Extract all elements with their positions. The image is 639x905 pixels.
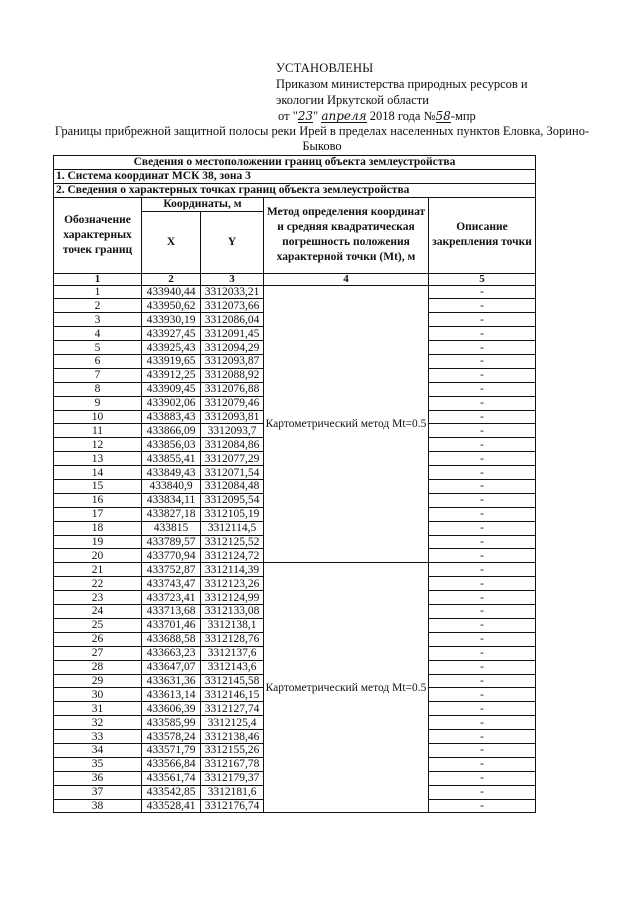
- x-coordinate-cell: 433528,41: [142, 799, 201, 813]
- approval-order-line: Приказом министерства природных ресурсов и: [276, 77, 528, 91]
- description-cell: -: [429, 702, 536, 716]
- description-cell: -: [429, 563, 536, 577]
- y-coordinate-cell: 3312176,74: [201, 799, 264, 813]
- description-cell: -: [429, 743, 536, 757]
- description-cell: -: [429, 660, 536, 674]
- y-coordinate-cell: 3312084,86: [201, 438, 264, 452]
- date-from-label: от: [278, 109, 290, 123]
- x-coordinate-cell: 433613,14: [142, 688, 201, 702]
- point-number-cell: 14: [54, 466, 142, 480]
- y-coordinate-cell: 3312179,37: [201, 771, 264, 785]
- method-cell: Картометрический метод Mt=0.5: [264, 285, 429, 563]
- point-number-cell: 29: [54, 674, 142, 688]
- method-cell: Картометрический метод Mt=0.5: [264, 563, 429, 813]
- point-number-cell: 13: [54, 452, 142, 466]
- x-coordinate-cell: 433834,11: [142, 493, 201, 507]
- document-title: [22, 124, 622, 154]
- y-coordinate-cell: 3312124,99: [201, 591, 264, 605]
- y-coordinate-cell: 3312181,6: [201, 785, 264, 799]
- y-coordinate-cell: 3312138,1: [201, 618, 264, 632]
- description-cell: -: [429, 410, 536, 424]
- x-coordinate-cell: 433688,58: [142, 632, 201, 646]
- description-cell: -: [429, 799, 536, 813]
- x-coordinate-cell: 433542,85: [142, 785, 201, 799]
- y-coordinate-cell: 3312033,21: [201, 285, 264, 299]
- point-number-cell: 5: [54, 341, 142, 355]
- point-number-cell: 32: [54, 716, 142, 730]
- handwritten-day: 23: [297, 109, 314, 123]
- x-coordinate-cell: 433815: [142, 521, 201, 535]
- x-coordinate-cell: 433883,43: [142, 410, 201, 424]
- y-coordinate-cell: 3312086,04: [201, 313, 264, 327]
- x-coordinate-cell: 433713,68: [142, 605, 201, 619]
- description-cell: -: [429, 521, 536, 535]
- y-coordinate-cell: 3312093,7: [201, 424, 264, 438]
- description-cell: -: [429, 771, 536, 785]
- description-cell: -: [429, 591, 536, 605]
- date-year-text: 2018 года №: [369, 109, 436, 123]
- points-info-title: 2. Сведения о характерных точках границ объекта землеустройства: [54, 183, 536, 197]
- description-cell: -: [429, 466, 536, 480]
- point-number-cell: 28: [54, 660, 142, 674]
- col-header-x: X: [142, 211, 201, 273]
- section-title: Сведения о местоположении границ объекта землеустройства: [54, 156, 536, 170]
- description-cell: -: [429, 368, 536, 382]
- col-header-method: Метод определения координат и средняя квадратическая погрешность положения характерной точки (Mt), м: [264, 197, 429, 273]
- description-cell: -: [429, 674, 536, 688]
- y-coordinate-cell: 3312079,46: [201, 396, 264, 410]
- description-cell: -: [429, 452, 536, 466]
- point-number-cell: 36: [54, 771, 142, 785]
- approval-title: УСТАНОВЛЕНЫ: [276, 61, 374, 75]
- order-suffix: -мпр: [450, 109, 476, 123]
- column-number: 1: [54, 273, 142, 285]
- x-coordinate-cell: 433743,47: [142, 577, 201, 591]
- point-number-cell: 2: [54, 299, 142, 313]
- point-number-cell: 12: [54, 438, 142, 452]
- description-cell: -: [429, 480, 536, 494]
- point-number-cell: 20: [54, 549, 142, 563]
- approval-block: [276, 60, 528, 124]
- approval-date-line: от "23" апреля 2018 года №58-мпр: [278, 109, 476, 123]
- y-coordinate-cell: 3312093,81: [201, 410, 264, 424]
- y-coordinate-cell: 3312123,26: [201, 577, 264, 591]
- title-line-2: Быково: [302, 139, 342, 153]
- description-cell: -: [429, 424, 536, 438]
- x-coordinate-cell: 433840,9: [142, 480, 201, 494]
- y-coordinate-cell: 3312114,5: [201, 521, 264, 535]
- x-coordinate-cell: 433752,87: [142, 563, 201, 577]
- description-cell: -: [429, 493, 536, 507]
- point-number-cell: 19: [54, 535, 142, 549]
- point-number-cell: 25: [54, 618, 142, 632]
- description-cell: -: [429, 646, 536, 660]
- y-coordinate-cell: 3312077,29: [201, 452, 264, 466]
- point-number-cell: 35: [54, 757, 142, 771]
- y-coordinate-cell: 3312145,58: [201, 674, 264, 688]
- x-coordinate-cell: 433856,03: [142, 438, 201, 452]
- col-header-coords: Координаты, м: [142, 197, 264, 211]
- x-coordinate-cell: 433909,45: [142, 382, 201, 396]
- point-number-cell: 26: [54, 632, 142, 646]
- y-coordinate-cell: 3312138,46: [201, 730, 264, 744]
- col-header-description: Описание закрепления точки: [429, 197, 536, 273]
- point-number-cell: 30: [54, 688, 142, 702]
- x-coordinate-cell: 433723,41: [142, 591, 201, 605]
- x-coordinate-cell: 433770,94: [142, 549, 201, 563]
- y-coordinate-cell: 3312073,66: [201, 299, 264, 313]
- x-coordinate-cell: 433571,79: [142, 743, 201, 757]
- x-coordinate-cell: 433930,19: [142, 313, 201, 327]
- description-cell: -: [429, 382, 536, 396]
- coordinates-table: [53, 155, 536, 813]
- point-number-cell: 21: [54, 563, 142, 577]
- description-cell: -: [429, 757, 536, 771]
- x-coordinate-cell: 433663,23: [142, 646, 201, 660]
- description-cell: -: [429, 632, 536, 646]
- x-coordinate-cell: 433902,06: [142, 396, 201, 410]
- description-cell: -: [429, 535, 536, 549]
- y-coordinate-cell: 3312146,15: [201, 688, 264, 702]
- y-coordinate-cell: 3312155,26: [201, 743, 264, 757]
- description-cell: -: [429, 438, 536, 452]
- y-coordinate-cell: 3312091,45: [201, 327, 264, 341]
- handwritten-month: апреля: [321, 109, 367, 123]
- description-cell: -: [429, 549, 536, 563]
- column-number: 2: [142, 273, 201, 285]
- point-number-cell: 10: [54, 410, 142, 424]
- x-coordinate-cell: 433827,18: [142, 507, 201, 521]
- description-cell: -: [429, 285, 536, 299]
- coordinate-system: 1. Система координат МСК 38, зона 3: [54, 169, 536, 183]
- description-cell: -: [429, 507, 536, 521]
- y-coordinate-cell: 3312124,72: [201, 549, 264, 563]
- x-coordinate-cell: 433849,43: [142, 466, 201, 480]
- y-coordinate-cell: 3312105,19: [201, 507, 264, 521]
- table-row: [54, 563, 536, 577]
- point-number-cell: 33: [54, 730, 142, 744]
- point-number-cell: 3: [54, 313, 142, 327]
- y-coordinate-cell: 3312133,08: [201, 605, 264, 619]
- point-number-cell: 8: [54, 382, 142, 396]
- description-cell: -: [429, 605, 536, 619]
- y-coordinate-cell: 3312076,88: [201, 382, 264, 396]
- y-coordinate-cell: 3312088,92: [201, 368, 264, 382]
- point-number-cell: 16: [54, 493, 142, 507]
- column-numbers-row: [54, 273, 536, 285]
- y-coordinate-cell: 3312127,74: [201, 702, 264, 716]
- point-number-cell: 17: [54, 507, 142, 521]
- y-coordinate-cell: 3312114,39: [201, 563, 264, 577]
- y-coordinate-cell: 3312094,29: [201, 341, 264, 355]
- y-coordinate-cell: 3312137,6: [201, 646, 264, 660]
- x-coordinate-cell: 433855,41: [142, 452, 201, 466]
- description-cell: -: [429, 355, 536, 369]
- point-number-cell: 24: [54, 605, 142, 619]
- description-cell: -: [429, 730, 536, 744]
- x-coordinate-cell: 433631,36: [142, 674, 201, 688]
- point-number-cell: 37: [54, 785, 142, 799]
- col-header-point: Обозначение характерных точек границ: [54, 197, 142, 273]
- x-coordinate-cell: 433578,24: [142, 730, 201, 744]
- title-line-1: Границы прибрежной защитной полосы реки Ирей в пределах населенных пунктов Еловка, Зорино-: [54, 124, 590, 138]
- x-coordinate-cell: 433647,07: [142, 660, 201, 674]
- point-number-cell: 7: [54, 368, 142, 382]
- x-coordinate-cell: 433919,65: [142, 355, 201, 369]
- col-header-y: Y: [201, 211, 264, 273]
- x-coordinate-cell: 433925,43: [142, 341, 201, 355]
- description-cell: -: [429, 688, 536, 702]
- point-number-cell: 38: [54, 799, 142, 813]
- point-number-cell: 4: [54, 327, 142, 341]
- table-row: [54, 285, 536, 299]
- description-cell: -: [429, 785, 536, 799]
- point-number-cell: 23: [54, 591, 142, 605]
- x-coordinate-cell: 433701,46: [142, 618, 201, 632]
- description-cell: -: [429, 577, 536, 591]
- x-coordinate-cell: 433950,62: [142, 299, 201, 313]
- x-coordinate-cell: 433927,45: [142, 327, 201, 341]
- y-coordinate-cell: 3312125,4: [201, 716, 264, 730]
- y-coordinate-cell: 3312128,76: [201, 632, 264, 646]
- column-number: 5: [429, 273, 536, 285]
- y-coordinate-cell: 3312095,54: [201, 493, 264, 507]
- x-coordinate-cell: 433606,39: [142, 702, 201, 716]
- point-number-cell: 1: [54, 285, 142, 299]
- approval-ministry-line: экологии Иркутской области: [276, 93, 429, 107]
- x-coordinate-cell: 433912,25: [142, 368, 201, 382]
- description-cell: -: [429, 716, 536, 730]
- y-coordinate-cell: 3312125,52: [201, 535, 264, 549]
- description-cell: -: [429, 327, 536, 341]
- point-number-cell: 31: [54, 702, 142, 716]
- point-number-cell: 11: [54, 424, 142, 438]
- point-number-cell: 18: [54, 521, 142, 535]
- point-number-cell: 9: [54, 396, 142, 410]
- x-coordinate-cell: 433566,84: [142, 757, 201, 771]
- x-coordinate-cell: 433789,57: [142, 535, 201, 549]
- y-coordinate-cell: 3312093,87: [201, 355, 264, 369]
- x-coordinate-cell: 433585,99: [142, 716, 201, 730]
- y-coordinate-cell: 3312143,6: [201, 660, 264, 674]
- x-coordinate-cell: 433940,44: [142, 285, 201, 299]
- point-number-cell: 27: [54, 646, 142, 660]
- point-number-cell: 6: [54, 355, 142, 369]
- description-cell: -: [429, 313, 536, 327]
- column-number: 3: [201, 273, 264, 285]
- y-coordinate-cell: 3312084,48: [201, 480, 264, 494]
- column-number: 4: [264, 273, 429, 285]
- description-cell: -: [429, 299, 536, 313]
- y-coordinate-cell: 3312167,78: [201, 757, 264, 771]
- y-coordinate-cell: 3312071,54: [201, 466, 264, 480]
- description-cell: -: [429, 618, 536, 632]
- x-coordinate-cell: 433866,09: [142, 424, 201, 438]
- point-number-cell: 22: [54, 577, 142, 591]
- handwritten-number: 58: [435, 109, 451, 123]
- x-coordinate-cell: 433561,74: [142, 771, 201, 785]
- point-number-cell: 15: [54, 480, 142, 494]
- description-cell: -: [429, 341, 536, 355]
- point-number-cell: 34: [54, 743, 142, 757]
- description-cell: -: [429, 396, 536, 410]
